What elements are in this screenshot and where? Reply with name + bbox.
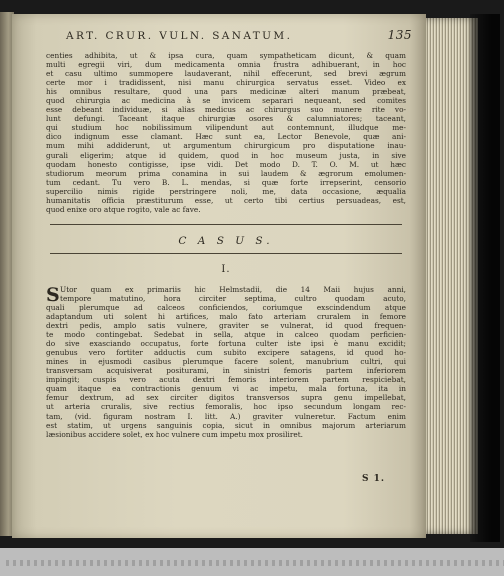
text-line: impingit; cuspis vero acuta dextri femoris interiorem partem respiciebat, [46,375,406,385]
text-line: certe mor i tradidissent, nisi manu chirurgica servatus esset. Video ex [46,78,406,88]
text-line: est statim, ut urgens sanguinis copia, sicut in omnibus majorum arteriarum [46,420,406,430]
text-line: tum cedant. Tu vero B. L. mendas, si quæ forte irrepserint, censorio [46,177,406,187]
paragraph-intro [46,51,406,214]
text-line: femur dextrum, ad sex circiter digitos transversos supra genu impellebat, [46,393,406,403]
text-line: tam, (vid. figuram nostram I. litt. A.) graviter vulneretur. Factum enim [46,411,406,421]
text-line: supercilio nimis rigide perstringere noli, me, data occasione, æqualia [46,186,406,196]
text-line: dextri pedis, amplo satis vulnere, graviter se vulnerat, id quod frequen- [46,321,406,331]
text-line: multi egregii viri, dum medicamenta omnia frustra adhibuerant, in hoc [46,60,406,70]
case-paragraph [46,285,406,439]
page-text [46,28,412,439]
text-line: quodam honesto contigisse, ipse vidi. Det modo D. T. O. M. ut hæc [46,159,406,169]
text-line: læsionibus accidere solet, ex hoc vulnere cum impetu mox prosiliret. [46,429,303,439]
paragraph-case [46,285,406,439]
text-line: humanitatis officia præstiturum esse, ut certo tibi certius persuadeas, est, [46,195,406,205]
running-head [46,28,412,50]
text-line: te modo contingebat. Sedebat in sella, atque in calceo quodam perficien- [46,330,406,340]
book-cover-shadow [470,14,500,542]
page-number: 135 [387,28,412,42]
text-line: centies adhibita, ut & ipsa cura, quam sympatheticam dicunt, & quam [46,51,406,60]
text-line: dico indignum esse clamant. Hæc sunt ea, Lector Benevole, quæ ani- [46,132,406,142]
text-line: his omnibus resultare, quod una pars medicinæ alteri manum præbeat, [46,87,406,97]
text-line: tempore matutino, hora circiter septima, cultro quodam acuto, [60,293,406,303]
text-line: quali plerumque ad calceos conficiendos, coriumque exscindendum atque [46,302,406,312]
case-number: I. [221,263,231,275]
text-line: et casu ultimo summopere laudaverant, nihil effecerunt, sed brevi ægrum [46,69,406,79]
signature-mark: S 1. [362,474,386,484]
text-line: mines in ejusmodi casibus plerumque facere solent, manubrium cultri, qui [46,357,406,367]
text-line: quod chirurgia ac medicina à se invicem separari nequeant, sed comites [46,96,406,106]
text-line: transversam acquisiverat positurami, in sinistri femoris partem inferiorem [46,366,406,376]
scanner-footer-bar [0,548,504,576]
drop-cap: S [46,283,60,306]
text-line: quod enixe oro atque rogito, vale ac fave. [46,204,201,214]
text-line: studiorum meorum prima conamina in sui laudem & ægrorum emolumen- [46,168,406,178]
text-line: qui studium hoc nobilissimum vilipendunt aut contemnunt, illudque me- [46,123,406,133]
section-divider-bottom [50,253,402,254]
text-line: quam itaque ea contractionis genuum vi ac impetu, mala fortuna, ita in [46,384,406,394]
running-head-title: ART. CRUR. VULN. SANATUM. [66,30,293,42]
text-line: ut arteria cruralis, sive rectius femoralis, hoc ipso secundum longam rec- [46,402,406,412]
text-line: Utor quam ex primariis hic Helmstadii, die 14 Maii hujus anni, [60,284,406,294]
text-line: mum mihi addiderunt, ut argumentum chirurgicum pro disputatione inau- [46,141,406,151]
text-line: esse debeant individuæ, si alias medicus ac chirurgus suo munere rite vo- [46,105,406,115]
text-line: do sive exasciando occupatus, forte fortuna culter iste ipsi è manu excidit; [46,339,406,349]
section-heading: C A S U S. [178,234,274,247]
scanner-footer-pattern [6,560,504,566]
text-line: genubus vero fortiter adductis cum subito excipere satagens, id quod ho- [46,348,406,358]
text-line: lunt defungi. Taceant itaque chirurgiæ osores & calumniatores; taceant, [46,114,406,124]
section-divider-top [50,224,402,225]
text-line: adaptandum uti solent hi artifices, malo fato arteriam cruralem in femore [46,311,406,321]
text-line: gurali eligerim; atque id quidem, quod in hoc museum justa, in sive [46,150,406,160]
